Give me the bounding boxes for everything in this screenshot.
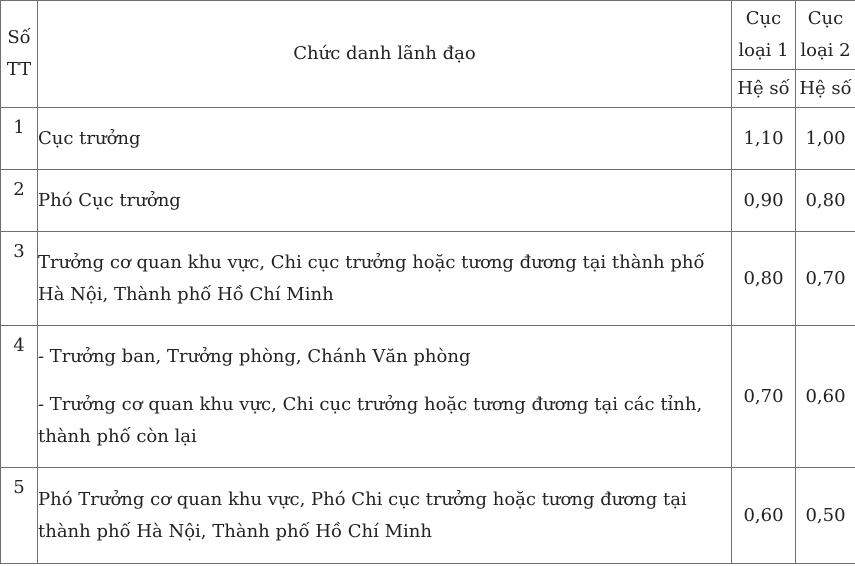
table-row [1,170,855,232]
header-cuc1-line1: Cục [745,8,782,29]
header-he-so-2: Hệ số [796,70,855,108]
row-value-cuc1: 0,70 [732,326,796,468]
row-value-cuc2: 0,50 [796,468,855,564]
row-title [38,170,732,232]
row-title [38,468,732,564]
row-value-cuc2: 1,00 [796,108,855,170]
row-title [38,232,732,326]
row-title-text: Phó Cục trưởng [38,189,181,211]
row-title-text: Phó Trưởng cơ quan khu vực, Phó Chi cục trưởng hoặc tương đương tại thành phố Hà Nội, Thành phố Hồ Chí Minh [38,488,687,542]
row-stt: 2 [1,170,38,232]
row-stt: 1 [1,108,38,170]
row-value-cuc1: 0,80 [732,232,796,326]
row-title-text: Cục trưởng [38,127,141,149]
header-stt [1,1,38,108]
row-value-cuc2: 0,80 [796,170,855,232]
row-title [38,108,732,170]
row-stt: 3 [1,232,38,326]
header-he-so-1: Hệ số [732,70,796,108]
row-title-text: - Trưởng ban, Trưởng phòng, Chánh Văn phòng [38,345,471,367]
row-title-text: Trưởng cơ quan khu vực, Chi cục trưởng hoặc tương đương tại thành phố Hà Nội, Thành phố Hồ Chí Minh [38,251,705,305]
header-title: Chức danh lãnh đạo [38,1,732,108]
row-title [38,326,732,468]
header-cuc2-line2: loại 2 [800,40,851,61]
row-value-cuc1: 1,10 [732,108,796,170]
row-value-cuc1: 0,90 [732,170,796,232]
header-cuc-loai-2 [796,1,855,70]
row-value-cuc2: 0,70 [796,232,855,326]
header-cuc2-line1: Cục [807,8,844,29]
header-cuc1-line2: loại 1 [738,40,789,61]
header-cuc-loai-1 [732,1,796,70]
table-row [1,326,855,468]
row-stt: 5 [1,468,38,564]
header-stt-line1: Số [7,27,31,48]
table-row [1,468,855,564]
row-value-cuc1: 0,60 [732,468,796,564]
row-stt: 4 [1,326,38,468]
header-row [1,1,855,70]
table-row [1,232,855,326]
row-title-text: - Trưởng cơ quan khu vực, Chi cục trưởng hoặc tương đương tại các tỉnh, thành phố còn lại [38,393,703,447]
table-row [1,108,855,170]
header-stt-line2: TT [6,59,32,80]
row-value-cuc2: 0,60 [796,326,855,468]
